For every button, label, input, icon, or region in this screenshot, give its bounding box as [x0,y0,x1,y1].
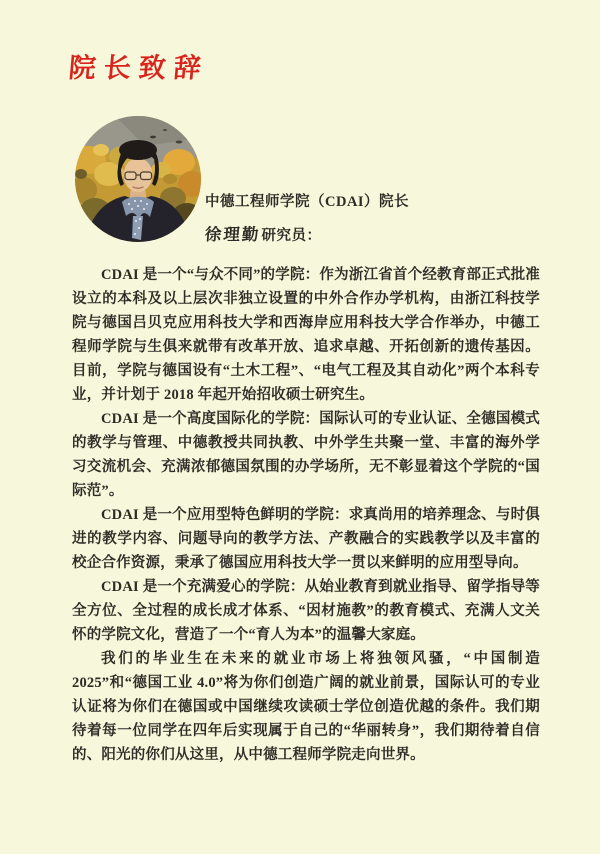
message-paragraph: CDAI 是一个“与众不同”的学院：作为浙江省首个经教育部正式批准设立的本科及以上层次非独立设置的中外合作办学机构，由浙江科技学院与德国吕贝克应用科技大学和西海岸应用科技大学合作举办，中德工程师学院与生俱来就带有改革开放、追求卓越、开拓创新的遗传基因。目前，学院与德国设有“土木工程”、“电气工程及其自动化”两个本科专业，并计划于 2018 年起开始招收硕士研究生。 [72,267,540,403]
message-paragraph: CDAI 是一个充满爱心的学院：从始业教育到就业指导、留学指导等全方位、全过程的成长成才体系、“因材施教”的教育模式、充满人文关怀的学院文化，营造了一个“育人为本”的温馨大家庭。 [72,579,540,643]
message-paragraph: 我们的毕业生在未来的就业市场上将独领风骚，“中国制造 2025”和“德国工业 4.0”将为你们创造广阔的就业前景，国际认可的专业认证将为你们在德国或中国继续攻读硕士学位创造优越的条件。我们期待着每一位同学在四年后实现属于自己的“华丽转身”，我们期待着自信的、阳光的你们从这里，从中德工程师学院走向世界。 [72,651,540,763]
message-body [72,263,540,767]
dean-photo [75,116,201,242]
dean-affiliation: 中德工程师学院（CDAI）院长 [205,194,410,210]
message-paragraph: CDAI 是一个高度国际化的学院：国际认可的专业认证、全德国模式的教学与管理、中德教授共同执教、中外学生共聚一堂、丰富的海外学习交流机会、充满浓郁德国氛围的办学场所，无不彰显着这个学院的“国际范”。 [72,411,540,499]
page-title: 院长致辞 [67,53,211,83]
dean-caption [205,190,409,245]
message-paragraph: CDAI 是一个应用型特色鲜明的学院：求真尚用的培养理念、与时俱进的教学内容、问题导向的教学方法、产教融合的实践教学以及丰富的校企合作资源，秉承了德国应用科技大学一贯以来鲜明的应用型导向。 [72,507,540,571]
dean-name-line [205,221,409,245]
dean-role: 研究员： [261,228,322,244]
dean-name: 徐理勤 [204,225,262,244]
dean-portrait-image [75,116,201,242]
